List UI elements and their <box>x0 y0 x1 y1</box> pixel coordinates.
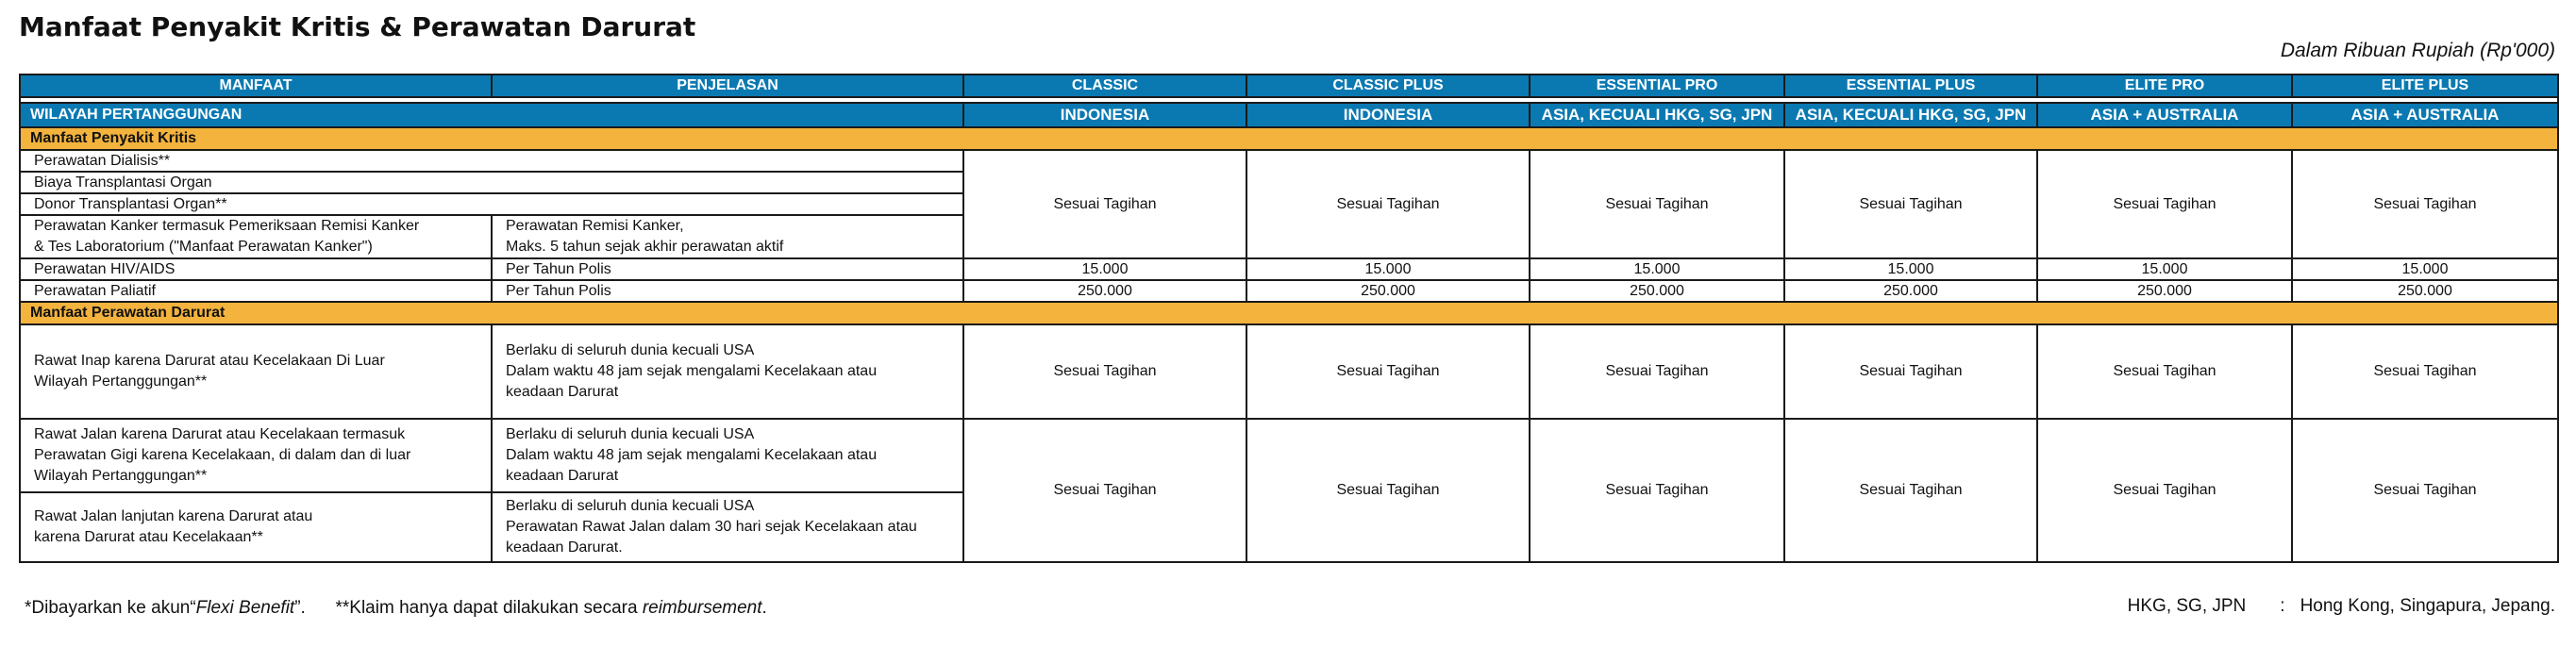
rawat-inap-essential-plus: Sesuai Tagihan <box>1784 324 2037 419</box>
section-title-perawatan-darurat: Manfaat Perawatan Darurat <box>20 302 2558 324</box>
col-header-elite-plus: ELITE PLUS <box>2292 75 2558 97</box>
row-label-rawat-inap <box>20 324 492 419</box>
rawat-inap-classic-plus: Sesuai Tagihan <box>1246 324 1530 419</box>
label-line: karena Darurat atau Kecelakaan** <box>34 529 263 545</box>
wilayah-elite-pro: ASIA + AUSTRALIA <box>2037 103 2292 127</box>
page-title: Manfaat Penyakit Kritis & Perawatan Darurat <box>19 11 696 42</box>
hiv-classic: 15.000 <box>963 258 1246 280</box>
paliatif-elite-pro: 250.000 <box>2037 280 2292 302</box>
hiv-classic-plus: 15.000 <box>1246 258 1530 280</box>
desc-line: Dalam waktu 48 jam sejak mengalami Kecelakaan atau <box>506 363 878 379</box>
section-title-penyakit-kritis: Manfaat Penyakit Kritis <box>20 127 2558 150</box>
label-line: Rawat Jalan karena Darurat atau Kecelakaan termasuk <box>34 426 406 442</box>
desc-line: Maks. 5 tahun sejak akhir perawatan aktif <box>506 239 784 255</box>
desc-line: Berlaku di seluruh dunia kecuali USA <box>506 426 755 442</box>
wilayah-row <box>20 103 2558 127</box>
desc-line: Perawatan Rawat Jalan dalam 30 hari sejak Kecelakaan atau <box>506 519 917 535</box>
currency-unit-note: Dalam Ribuan Rupiah (Rp'000) <box>2280 40 2555 61</box>
footnote-text: **Klaim hanya dapat dilakukan secara <box>335 598 643 618</box>
row-label-paliatif: Perawatan Paliatif <box>20 280 492 302</box>
table-row <box>20 419 2558 492</box>
rawat-jalan-elite-plus: Sesuai Tagihan <box>2292 419 2558 562</box>
footnote-flexi <box>25 598 306 618</box>
col-header-classic-plus: CLASSIC PLUS <box>1246 75 1530 97</box>
row-label-kanker <box>20 215 492 258</box>
desc-line: Dalam waktu 48 jam sejak mengalami Kecelakaan atau <box>506 447 878 463</box>
section-header-row <box>20 127 2558 150</box>
footnote-text: *Dibayarkan ke akun“ <box>25 598 196 618</box>
row-desc-hiv: Per Tahun Polis <box>492 258 963 280</box>
value-essential-plus: Sesuai Tagihan <box>1784 150 2037 258</box>
desc-line: keadaan Darurat <box>506 384 619 400</box>
col-header-classic: CLASSIC <box>963 75 1246 97</box>
footer-notes <box>25 598 767 619</box>
label-line: & Tes Laboratorium ("Manfaat Perawatan Kanker") <box>34 239 373 255</box>
row-desc-rawat-jalan <box>492 419 963 492</box>
value-classic: Sesuai Tagihan <box>963 150 1246 258</box>
label-line: Perawatan Gigi karena Kecelakaan, di dalam dan di luar <box>34 447 411 463</box>
rawat-inap-essential-pro: Sesuai Tagihan <box>1530 324 1784 419</box>
footnote-reimbursement <box>336 598 767 618</box>
desc-line: Berlaku di seluruh dunia kecuali USA <box>506 342 755 358</box>
hiv-elite-plus: 15.000 <box>2292 258 2558 280</box>
footnote-emphasis: Flexi Benefit <box>195 598 295 618</box>
wilayah-essential-plus: ASIA, KECUALI HKG, SG, JPN <box>1784 103 2037 127</box>
row-desc-paliatif: Per Tahun Polis <box>492 280 963 302</box>
wilayah-label: WILAYAH PERTANGGUNGAN <box>20 103 963 127</box>
table-row <box>20 150 2558 172</box>
table-header-row <box>20 75 2558 97</box>
rawat-inap-classic: Sesuai Tagihan <box>963 324 1246 419</box>
rawat-jalan-essential-plus: Sesuai Tagihan <box>1784 419 2037 562</box>
section-header-row <box>20 302 2558 324</box>
abbreviation-legend <box>2128 596 2555 617</box>
wilayah-elite-plus: ASIA + AUSTRALIA <box>2292 103 2558 127</box>
footnote-text: ”. <box>294 598 306 618</box>
abbr-separator: : <box>2280 596 2285 616</box>
paliatif-essential-plus: 250.000 <box>1784 280 2037 302</box>
desc-line: keadaan Darurat. <box>506 539 623 556</box>
value-essential-pro: Sesuai Tagihan <box>1530 150 1784 258</box>
rawat-jalan-essential-pro: Sesuai Tagihan <box>1530 419 1784 562</box>
row-desc-kanker <box>492 215 963 258</box>
abbr-key: HKG, SG, JPN <box>2127 596 2247 616</box>
row-label-hiv: Perawatan HIV/AIDS <box>20 258 492 280</box>
col-header-essential-plus: ESSENTIAL PLUS <box>1784 75 2037 97</box>
col-header-elite-pro: ELITE PRO <box>2037 75 2292 97</box>
value-elite-plus: Sesuai Tagihan <box>2292 150 2558 258</box>
paliatif-essential-pro: 250.000 <box>1530 280 1784 302</box>
label-line: Perawatan Kanker termasuk Pemeriksaan Remisi Kanker <box>34 218 420 234</box>
col-header-penjelasan: PENJELASAN <box>492 75 963 97</box>
hiv-essential-plus: 15.000 <box>1784 258 2037 280</box>
value-classic-plus: Sesuai Tagihan <box>1246 150 1530 258</box>
row-label-rawat-lanjutan <box>20 492 492 562</box>
wilayah-classic-plus: INDONESIA <box>1246 103 1530 127</box>
rawat-inap-elite-plus: Sesuai Tagihan <box>2292 324 2558 419</box>
row-desc-rawat-inap <box>492 324 963 419</box>
col-header-essential-pro: ESSENTIAL PRO <box>1530 75 1784 97</box>
abbr-value: Hong Kong, Singapura, Jepang. <box>2300 596 2555 616</box>
label-line: Wilayah Pertanggungan** <box>34 373 208 390</box>
value-elite-pro: Sesuai Tagihan <box>2037 150 2292 258</box>
row-label-transplantasi: Biaya Transplantasi Organ <box>20 172 963 193</box>
rawat-jalan-classic-plus: Sesuai Tagihan <box>1246 419 1530 562</box>
benefits-table <box>19 74 2559 563</box>
table-row <box>20 280 2558 302</box>
hiv-essential-pro: 15.000 <box>1530 258 1784 280</box>
row-label-rawat-jalan <box>20 419 492 492</box>
rawat-inap-elite-pro: Sesuai Tagihan <box>2037 324 2292 419</box>
paliatif-classic: 250.000 <box>963 280 1246 302</box>
wilayah-classic: INDONESIA <box>963 103 1246 127</box>
footnote-emphasis: reimbursement <box>642 598 762 618</box>
hiv-elite-pro: 15.000 <box>2037 258 2292 280</box>
row-label-donor: Donor Transplantasi Organ** <box>20 193 963 215</box>
table-row <box>20 324 2558 419</box>
label-line: Wilayah Pertanggungan** <box>34 468 208 484</box>
row-desc-rawat-lanjutan <box>492 492 963 562</box>
desc-line: Perawatan Remisi Kanker, <box>506 218 684 234</box>
rawat-jalan-classic: Sesuai Tagihan <box>963 419 1246 562</box>
label-line: Rawat Inap karena Darurat atau Kecelakaan Di Luar <box>34 353 385 369</box>
wilayah-essential-pro: ASIA, KECUALI HKG, SG, JPN <box>1530 103 1784 127</box>
col-header-manfaat: MANFAAT <box>20 75 492 97</box>
table-row <box>20 258 2558 280</box>
label-line: Rawat Jalan lanjutan karena Darurat atau <box>34 508 313 524</box>
paliatif-classic-plus: 250.000 <box>1246 280 1530 302</box>
row-label-dialisis: Perawatan Dialisis** <box>20 150 963 172</box>
desc-line: Berlaku di seluruh dunia kecuali USA <box>506 498 755 514</box>
footnote-text: . <box>761 598 767 618</box>
rawat-jalan-elite-pro: Sesuai Tagihan <box>2037 419 2292 562</box>
desc-line: keadaan Darurat <box>506 468 619 484</box>
paliatif-elite-plus: 250.000 <box>2292 280 2558 302</box>
